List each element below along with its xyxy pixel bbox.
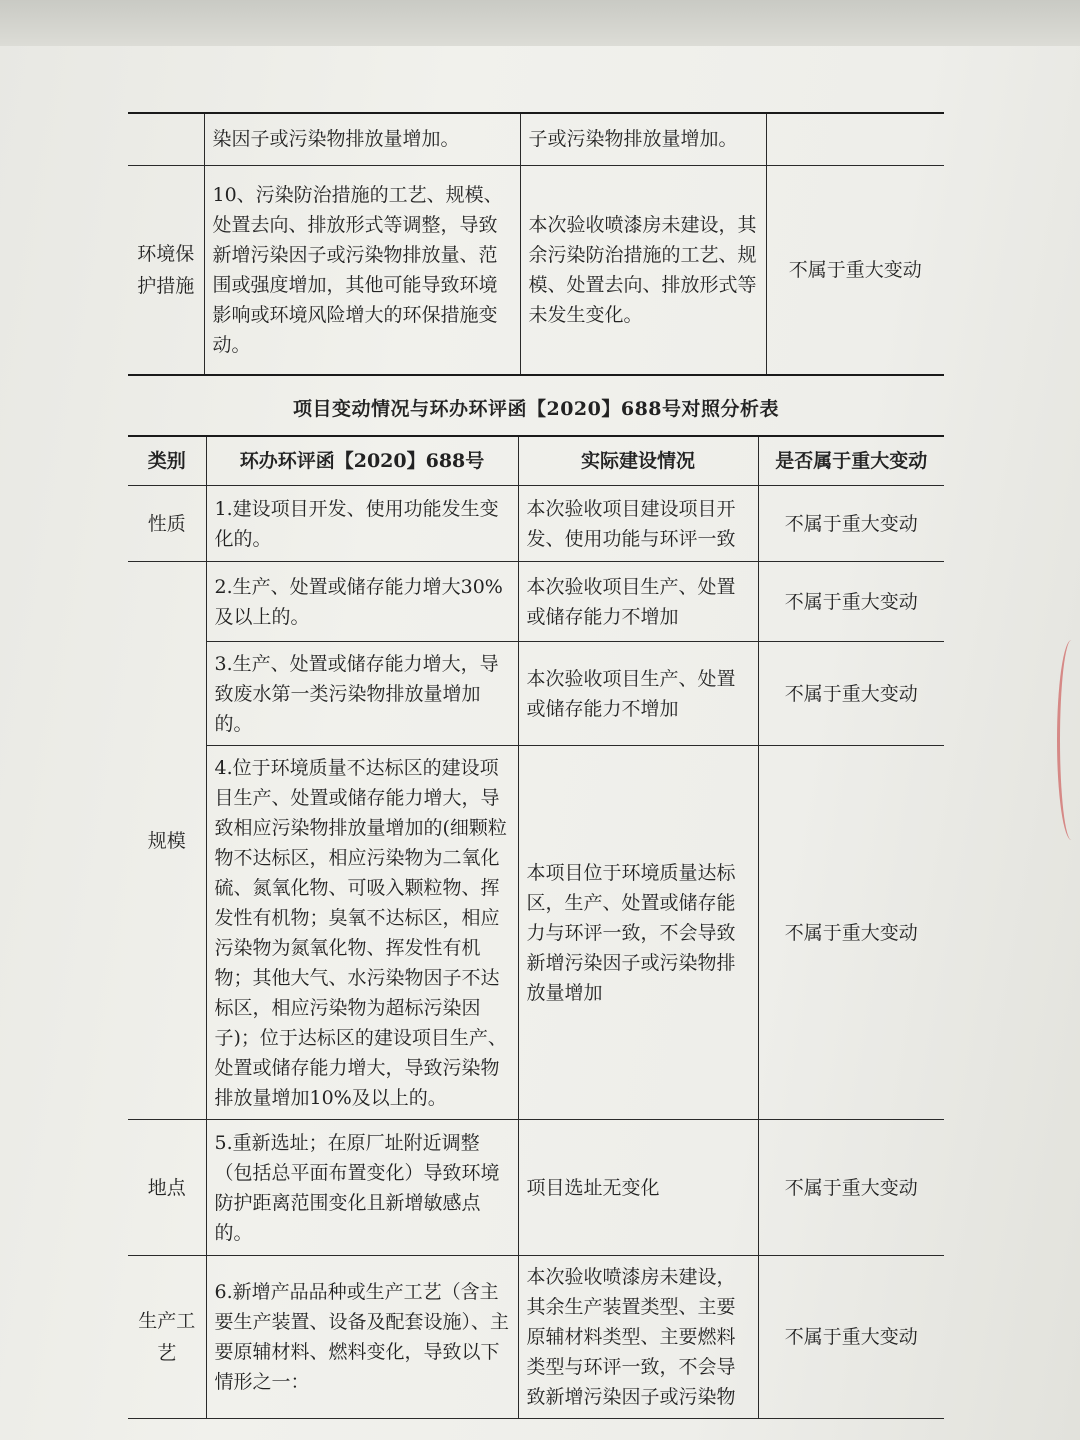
comparison-table	[128, 435, 944, 1419]
document-page	[128, 60, 944, 1419]
requirement-cell: 2.生产、处置或储存能力增大30%及以上的。	[206, 562, 518, 642]
table-row	[128, 165, 944, 375]
requirement-cell: 4.位于环境质量不达标区的建设项目生产、处置或储存能力增大，导致相应污染物排放量增加的(细颗粒物不达标区，相应污染物为二氧化硫、氮氧化物、可吸入颗粒物、挥发性有机物；臭氧不达标区，相应污染物为氮氧化物、挥发性有机物；其他大气、水污染物因子不达标区，相应污染物为超标污染因子)；位于达标区的建设项目生产、处置或储存能力增大，导致污染物排放量增加10%及以上的。	[206, 746, 518, 1120]
table-row	[128, 113, 944, 165]
requirement-cell: 6.新增产品品种或生产工艺（含主要生产装置、设备及配套设施）、主要原辅材料、燃料变化，导致以下情形之一：	[206, 1256, 518, 1419]
requirement-cell: 3.生产、处置或储存能力增大，导致废水第一类污染物排放量增加的。	[206, 642, 518, 746]
header-category: 类别	[128, 436, 206, 486]
header-judgment: 是否属于重大变动	[758, 436, 944, 486]
judgment-cell	[766, 113, 944, 165]
judgment-cell: 不属于重大变动	[758, 486, 944, 562]
judgment-cell: 不属于重大变动	[758, 746, 944, 1120]
table-row	[128, 746, 944, 1120]
category-cell	[128, 113, 204, 165]
category-cell: 生产工艺	[128, 1256, 206, 1419]
judgment-cell: 不属于重大变动	[766, 165, 944, 375]
actual-cell: 本次验收项目生产、处置或储存能力不增加	[518, 562, 758, 642]
actual-cell: 本次验收项目建设项目开发、使用功能与环评一致	[518, 486, 758, 562]
table-row	[128, 642, 944, 746]
category-cell: 环境保护措施	[128, 165, 204, 375]
requirement-cell: 10、污染防治措施的工艺、规模、处置去向、排放形式等调整，导致新增污染因子或污染物排放量、范围或强度增加，其他可能导致环境影响或环境风险增大的环保措施变动。	[204, 165, 520, 375]
actual-cell: 本项目位于环境质量达标区，生产、处置或储存能力与环评一致，不会导致新增污染因子或污染物排放量增加	[518, 746, 758, 1120]
header-row	[128, 436, 944, 486]
judgment-cell: 不属于重大变动	[758, 562, 944, 642]
table-row	[128, 486, 944, 562]
actual-cell: 项目选址无变化	[518, 1120, 758, 1256]
judgment-cell: 不属于重大变动	[758, 1120, 944, 1256]
category-cell: 地点	[128, 1120, 206, 1256]
actual-cell: 子或污染物排放量增加。	[520, 113, 766, 165]
category-cell: 规模	[128, 562, 206, 1120]
header-requirement: 环办环评函【2020】688号	[206, 436, 518, 486]
paper-edge	[0, 0, 1080, 46]
table-row	[128, 562, 944, 642]
header-actual: 实际建设情况	[518, 436, 758, 486]
continued-table	[128, 112, 944, 376]
table-caption: 项目变动情况与环办环评函【2020】688号对照分析表	[292, 398, 780, 420]
requirement-cell: 1.建设项目开发、使用功能发生变化的。	[206, 486, 518, 562]
actual-cell: 本次验收喷漆房未建设，其余生产装置类型、主要原辅材料类型、主要燃料类型与环评一致，不会导致新增污染因子或污染物	[518, 1256, 758, 1419]
judgment-cell: 不属于重大变动	[758, 1256, 944, 1419]
table-row	[128, 1256, 944, 1419]
red-stamp-edge	[1057, 640, 1080, 840]
category-cell: 性质	[128, 486, 206, 562]
judgment-cell: 不属于重大变动	[758, 642, 944, 746]
table-row	[128, 1120, 944, 1256]
actual-cell: 本次验收项目生产、处置或储存能力不增加	[518, 642, 758, 746]
actual-cell: 本次验收喷漆房未建设，其余污染防治措施的工艺、规模、处置去向、排放形式等未发生变化。	[520, 165, 766, 375]
requirement-cell: 染因子或污染物排放量增加。	[204, 113, 520, 165]
requirement-cell: 5.重新选址；在原厂址附近调整（包括总平面布置变化）导致环境防护距离范围变化且新增敏感点的。	[206, 1120, 518, 1256]
